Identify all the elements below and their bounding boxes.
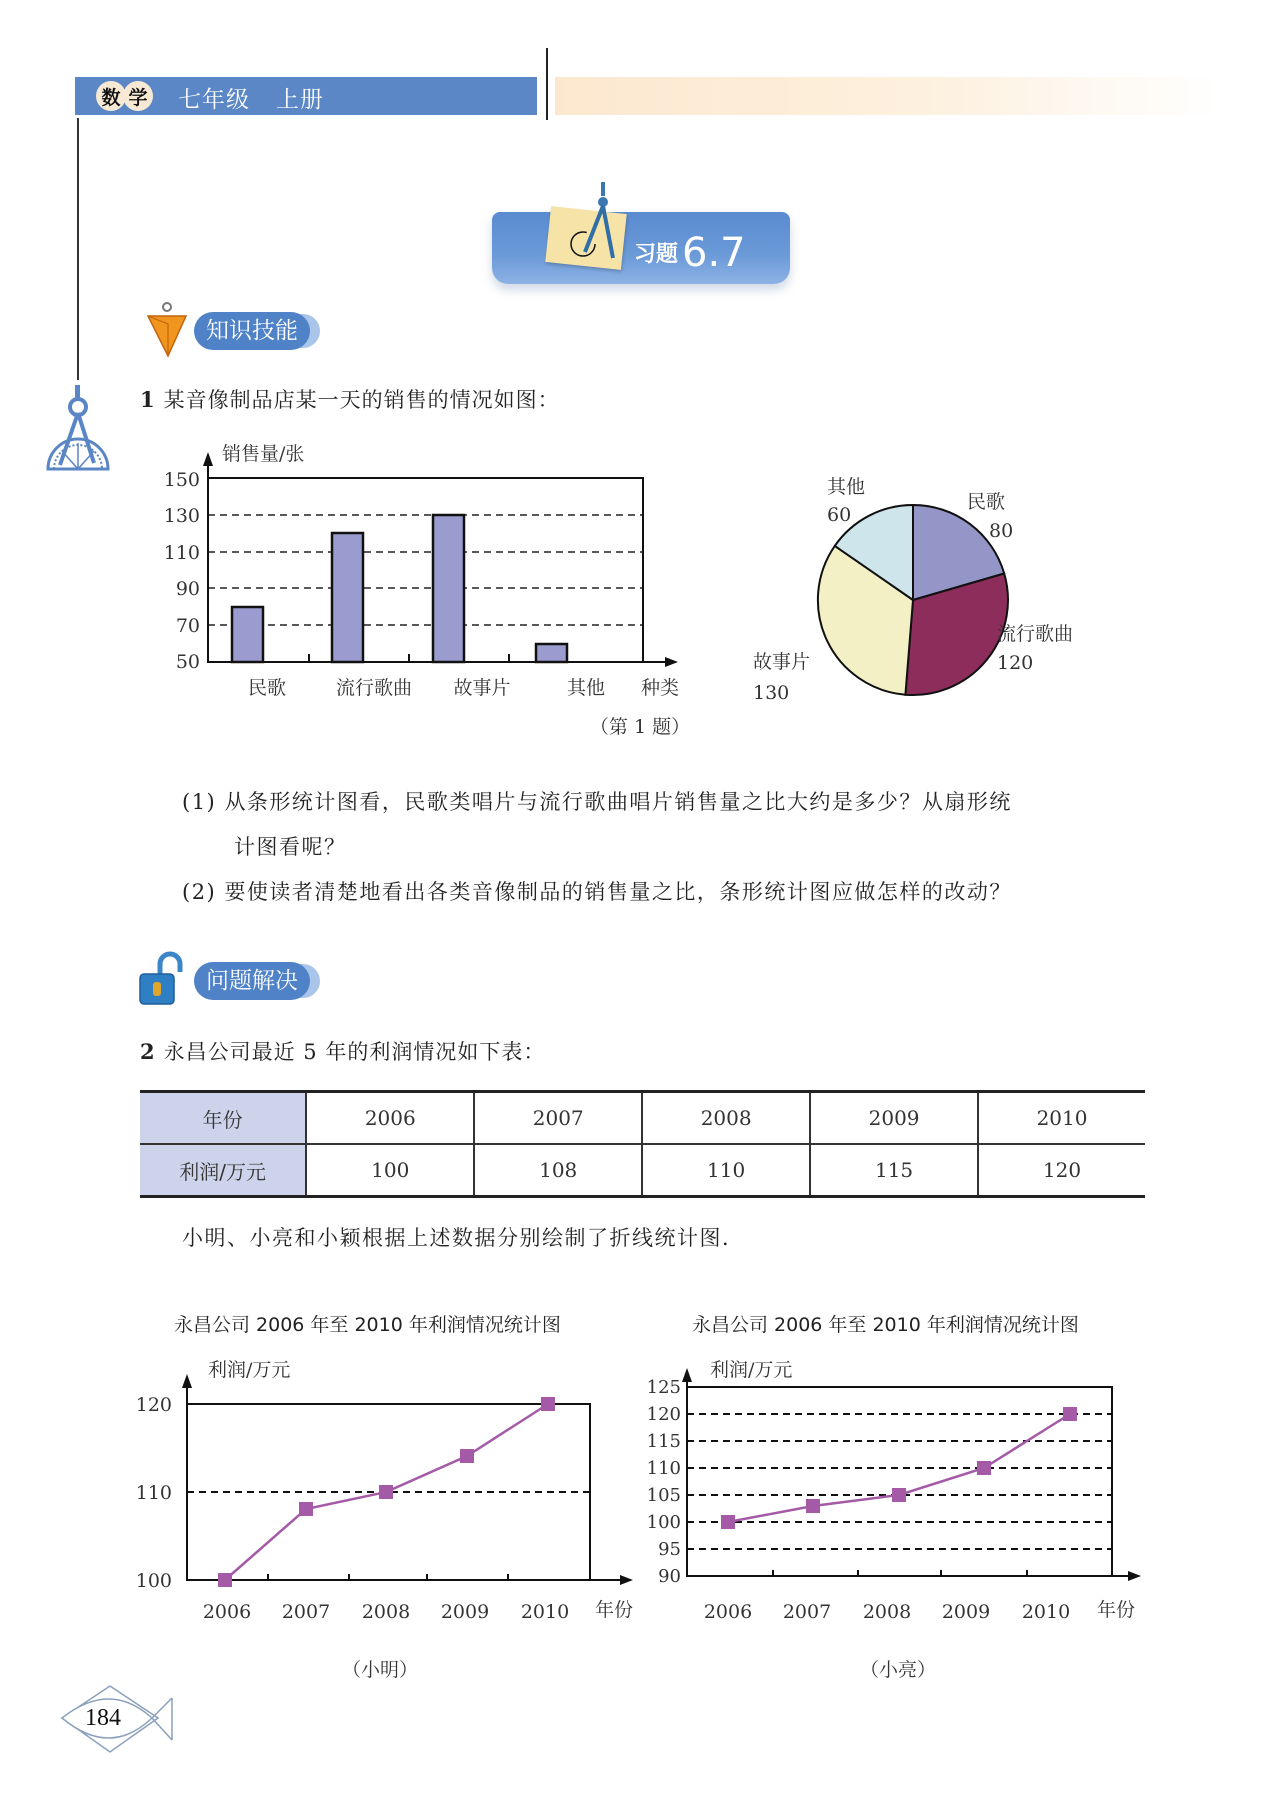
svg-text:（第 1 题）: （第 1 题） <box>589 716 691 738</box>
table-cell: 120 <box>978 1144 1145 1197</box>
table-cell: 2007 <box>474 1092 642 1145</box>
svg-text:100: 100 <box>135 1570 172 1592</box>
section-badge-skills: 知识技能 <box>194 312 310 350</box>
compass-protractor-icon <box>44 385 112 475</box>
volume-label: 上册 <box>276 87 324 113</box>
profit-table <box>140 1090 1145 1198</box>
svg-text:120: 120 <box>135 1394 172 1416</box>
header-divider <box>546 48 548 120</box>
svg-text:年份: 年份 <box>594 1599 634 1621</box>
svg-text:80: 80 <box>989 520 1014 542</box>
svg-text:种类: 种类 <box>640 677 680 699</box>
subject-char: 数 <box>96 81 126 111</box>
svg-text:2010: 2010 <box>1021 1601 1071 1623</box>
svg-text:流行歌曲: 流行歌曲 <box>335 677 413 699</box>
svg-text:2008: 2008 <box>862 1601 912 1623</box>
exercise-number: 6.7 <box>682 230 746 276</box>
svg-text:90: 90 <box>175 578 200 600</box>
margin-line <box>77 118 79 380</box>
question-text: 要使读者清楚地看出各类音像制品的销售量之比，条形统计图应做怎样的改动？ <box>224 880 1012 904</box>
table-cell: 108 <box>474 1144 642 1197</box>
svg-text:故事片: 故事片 <box>753 651 811 673</box>
row-header: 年份 <box>140 1092 306 1145</box>
problem-2-statement <box>140 1036 545 1066</box>
svg-text:150: 150 <box>163 469 200 491</box>
subject-char: 学 <box>123 81 153 111</box>
subject-badge <box>96 81 150 111</box>
svg-text:2007: 2007 <box>281 1601 331 1623</box>
svg-text:利润/万元: 利润/万元 <box>208 1359 291 1381</box>
svg-text:2009: 2009 <box>440 1601 490 1623</box>
svg-text:流行歌曲: 流行歌曲 <box>997 623 1074 645</box>
svg-text:120: 120 <box>997 652 1034 674</box>
chart-subtitle-xiaoliang: （小亮） <box>859 1659 937 1681</box>
line-chart-xiaoliang <box>640 1350 1160 1690</box>
question-text-cont: 计图看呢？ <box>234 835 347 859</box>
svg-text:民歌: 民歌 <box>247 677 287 699</box>
exercise-title <box>634 230 746 276</box>
svg-text:利润/万元: 利润/万元 <box>710 1359 793 1381</box>
svg-text:130: 130 <box>163 505 200 527</box>
compass-icon <box>565 182 625 272</box>
svg-text:其他: 其他 <box>827 476 866 498</box>
svg-text:110: 110 <box>135 1482 172 1504</box>
question-label: (2) <box>182 880 217 904</box>
question-label: (1) <box>182 790 217 814</box>
svg-text:销售量/张: 销售量/张 <box>222 443 305 465</box>
svg-text:110: 110 <box>163 542 200 564</box>
table-cell: 2009 <box>810 1092 978 1145</box>
row-header: 利润/万元 <box>140 1144 306 1197</box>
svg-text:其他: 其他 <box>566 677 606 699</box>
problem-text: 某音像制品店某一天的销售的情况如图： <box>163 388 560 412</box>
svg-text:110: 110 <box>646 1458 681 1479</box>
question-text: 从条形统计图看，民歌类唱片与流行歌曲唱片销售量之比大约是多少？从扇形统 <box>224 790 1012 814</box>
line-chart-xiaoming <box>130 1350 650 1690</box>
table-cell: 110 <box>642 1144 810 1197</box>
svg-text:60: 60 <box>827 504 852 526</box>
svg-text:125: 125 <box>646 1377 681 1398</box>
table-row-profits <box>140 1144 1145 1197</box>
problem-text: 永昌公司最近 5 年的利润情况如下表： <box>163 1040 546 1064</box>
svg-text:100: 100 <box>646 1512 681 1533</box>
table-row-years <box>140 1092 1145 1145</box>
exercise-label: 习题 <box>634 242 679 267</box>
unlocked-padlock-icon <box>138 950 194 1006</box>
svg-text:故事片: 故事片 <box>453 677 511 699</box>
svg-text:2006: 2006 <box>703 1601 753 1623</box>
svg-text:2009: 2009 <box>941 1601 991 1623</box>
chart-title-xiaoliang: 永昌公司 2006 年至 2010 年利润情况统计图 <box>692 1314 1079 1336</box>
header-decor-band <box>555 77 1220 115</box>
svg-text:50: 50 <box>175 651 200 673</box>
svg-text:2006: 2006 <box>202 1601 252 1623</box>
section-badge-problem-solving: 问题解决 <box>194 962 310 1000</box>
chart-title-xiaoming: 永昌公司 2006 年至 2010 年利润情况统计图 <box>174 1314 561 1336</box>
pendulum-icon <box>146 302 188 358</box>
svg-text:115: 115 <box>646 1431 681 1452</box>
chart-subtitle-xiaoming: （小明） <box>341 1659 419 1681</box>
svg-text:2007: 2007 <box>782 1601 832 1623</box>
bar-chart <box>150 430 710 740</box>
svg-text:120: 120 <box>646 1404 681 1425</box>
svg-text:90: 90 <box>658 1566 681 1587</box>
grade-label: 七年级 <box>178 87 250 113</box>
svg-text:2008: 2008 <box>361 1601 411 1623</box>
table-cell: 2006 <box>306 1092 474 1145</box>
table-cell: 115 <box>810 1144 978 1197</box>
svg-text:2010: 2010 <box>520 1601 570 1623</box>
svg-text:105: 105 <box>646 1485 681 1506</box>
book-title <box>178 81 350 114</box>
problem-1-statement <box>140 384 560 414</box>
table-cell: 2008 <box>642 1092 810 1145</box>
charts-intro: 小明、小亮和小颖根据上述数据分别绘制了折线统计图． <box>182 1226 745 1250</box>
svg-text:95: 95 <box>658 1539 681 1560</box>
svg-text:民歌: 民歌 <box>967 491 1006 513</box>
svg-text:70: 70 <box>175 615 200 637</box>
page-number: 184 <box>85 1705 121 1731</box>
pie-chart <box>745 465 1105 710</box>
question-1 <box>182 780 1162 915</box>
svg-text:年份: 年份 <box>1096 1599 1136 1621</box>
problem-number: 2 <box>140 1039 156 1064</box>
problem-number: 1 <box>140 387 156 412</box>
table-cell: 100 <box>306 1144 474 1197</box>
svg-text:130: 130 <box>753 682 790 704</box>
table-cell: 2010 <box>978 1092 1145 1145</box>
